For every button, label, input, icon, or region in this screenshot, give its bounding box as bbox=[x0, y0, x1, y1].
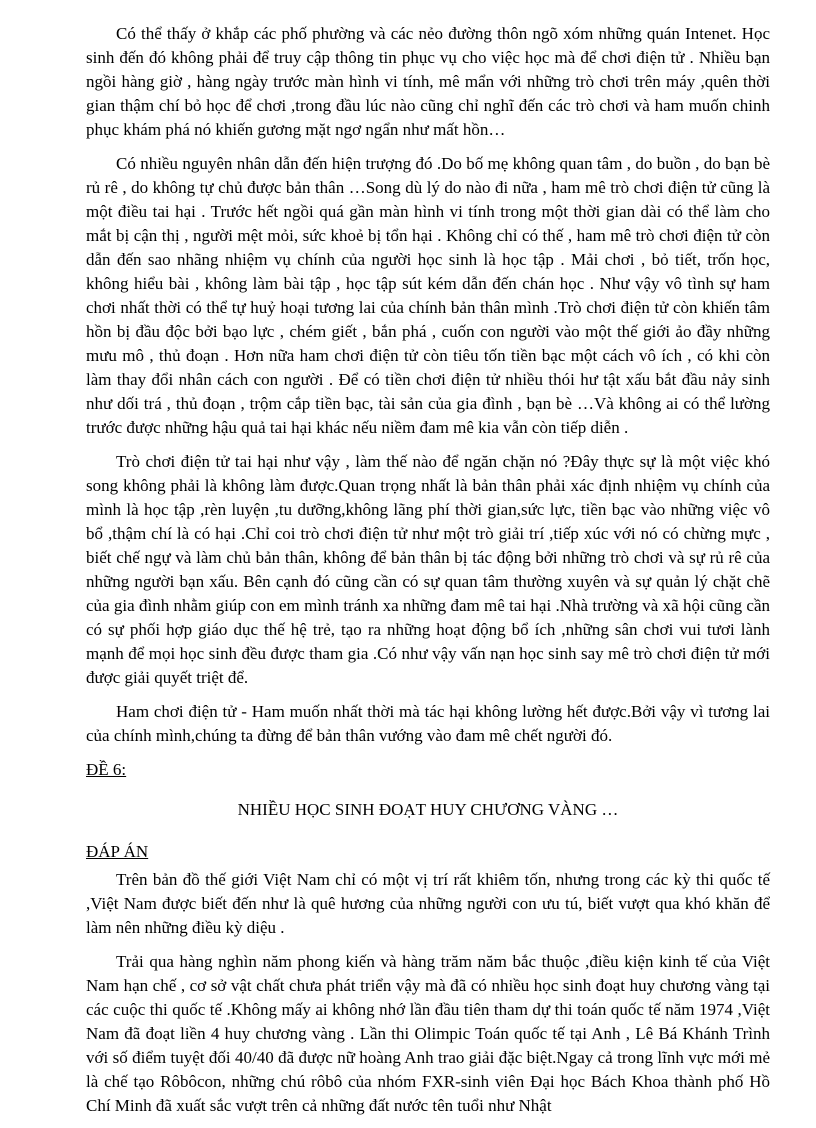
paragraph-conclusion: Ham chơi điện tử - Ham muốn nhất thời mà tác hại không lường hết được.Bởi vậy vì tương lai của chính mình,chúng ta đừng để bản thân vướng vào đam mê chết người đó. bbox=[86, 702, 770, 745]
section-title: NHIỀU HỌC SINH ĐOẠT HUY CHƯƠNG VÀNG … bbox=[237, 800, 619, 819]
answer-heading: ĐÁP ÁN bbox=[86, 842, 149, 861]
paragraph-gold-medals: Trải qua hàng nghìn năm phong kiến và hàng trăm năm bắc thuộc ,điều kiện kinh tế của Việt Nam hạn chế , cơ sở vật chất chưa phát triển vậy mà đã có nhiều học sinh đoạt huy chương vàng tại các cuộc thi quốc tế .Không mấy ai không nhớ lần đầu tiên tham dự thi toán quốc tế năm 1974 ,Việt Nam đã đoạt liền 4 huy chương vàng . Lần thi Olimpic Toán quốc tế tại Anh , Lê Bá Khánh Trình với số điểm tuyệt đối 40/40 đã được nữ hoàng Anh trao giải đặc biệt.Ngay cả trong lĩnh vực mới mẻ là chế tạo Rôbôcon, những chú rôbô của nhóm FXR-sinh viên Đại học Bách Khoa thành phố Hồ Chí Minh đã xuất sắc vượt trên cả những đất nước tên tuổi như Nhật bbox=[86, 952, 770, 1115]
document-page bbox=[86, 22, 770, 1128]
paragraph-causes-and-harms: Có nhiều nguyên nhân dẫn đến hiện trượng đó .Do bố mẹ không quan tâm , do buồn , do bạn bè rủ rê , do không tự chủ được bản thân …Song dù lý do nào đi nữa , ham mê trò chơi điện tử cũng là một điều tai hại . Trước hết ngồi quá gần màn hình vi tính trong một thời gian dài có thể làm cho mắt bị cận thị , người mệt mỏi, sức khoẻ bị tổn hại . Không chỉ có thế , ham mê trò chơi điện tử còn dẫn đến sao nhãng nhiệm vụ chính của người học sinh là học tập . Mải chơi , bỏ tiết, trốn học, không hiểu bài , không làm bài tập , học tập sút kém dẫn đến chán học . Như vậy vô tình sự ham chơi nhất thời có thể tự huỷ hoại tương lai của chính bản thân mình .Trò chơi điện tử còn khiến tâm hồn bị đầu độc bởi bạo lực , chém giết , bắn phá , cuốn con người vào một thế giới ảo đầy những mưu mô , thủ đoạn . Hơn nữa ham chơi điện tử còn tiêu tốn tiền bạc một cách vô ích , có khi còn làm thay đổi nhân cách con người . Để có tiền chơi điện tử nhiều thói hư tật xấu bắt đầu nảy sinh như dối trá , thủ đoạn , trộm cắp tiền bạc, tài sản của gia đình , bạn bè …Và không ai có thể lường trước được những hậu quả tai hại khác nếu niềm đam mê kia vẫn còn tiếp diễn . bbox=[86, 154, 770, 437]
paragraph-internet-cafes: Có thể thấy ở khắp các phố phường và các nẻo đường thôn ngõ xóm những quán Intenet. Học sinh đến đó không phải để truy cập thông tin phục vụ cho việc học mà để chơi điện tử . Nhiều bạn ngồi hàng giờ , hàng ngày trước màn hình vi tính, mê mẩn với những trò chơi trên máy ,quên thời gian thậm chí bỏ học để chơi ,trong đầu lúc nào cũng chỉ nghĩ đến các trò chơi và ham muốn chinh phục khám phá nó khiến gương mặt ngơ ngẩn như mất hồn… bbox=[86, 24, 770, 139]
paragraph-prevention: Trò chơi điện tử tai hại như vậy , làm thế nào để ngăn chặn nó ?Đây thực sự là một việc khó song không phải là không làm được.Quan trọng nhất là bản thân phải xác định nhiệm vụ chính của mình là học tập ,rèn luyện ,tu dưỡng,không lãng phí thời gian,sức lực, tiền bạc vào những việc vô bổ ,thậm chí là có hại .Chỉ coi trò chơi điện tử như một trò giải trí ,tiếp xúc với nó có chừng mực , biết chế ngự và làm chủ bản thân, không để bản thân bị tác động bởi những trò chơi và sự rủ rê của những người bạn xấu. Bên cạnh đó cũng cần có sự quan tâm thường xuyên và sự quản lý chặt chẽ của gia đình nhằm giúp con em mình tránh xa những đam mê tai hại .Nhà trường và xã hội cũng cần có sự phối hợp giáo dục thế hệ trẻ, tạo ra những hoạt động bổ ích ,những sân chơi vui tươi lành mạnh để mọi học sinh đều được tham gia .Có như vậy vấn nạn học sinh say mê trò chơi điện tử mới được giải quyết triệt để. bbox=[86, 452, 770, 687]
section-heading: ĐỀ 6: bbox=[86, 760, 127, 779]
paragraph-vietnam-world-map: Trên bản đồ thế giới Việt Nam chỉ có một vị trí rất khiêm tốn, nhưng trong các kỳ thi quốc tế ,Việt Nam được biết đến như là quê hương của những người con ưu tú, biết vượt qua khó khăn để làm nên những điều kỳ diệu . bbox=[86, 870, 770, 937]
